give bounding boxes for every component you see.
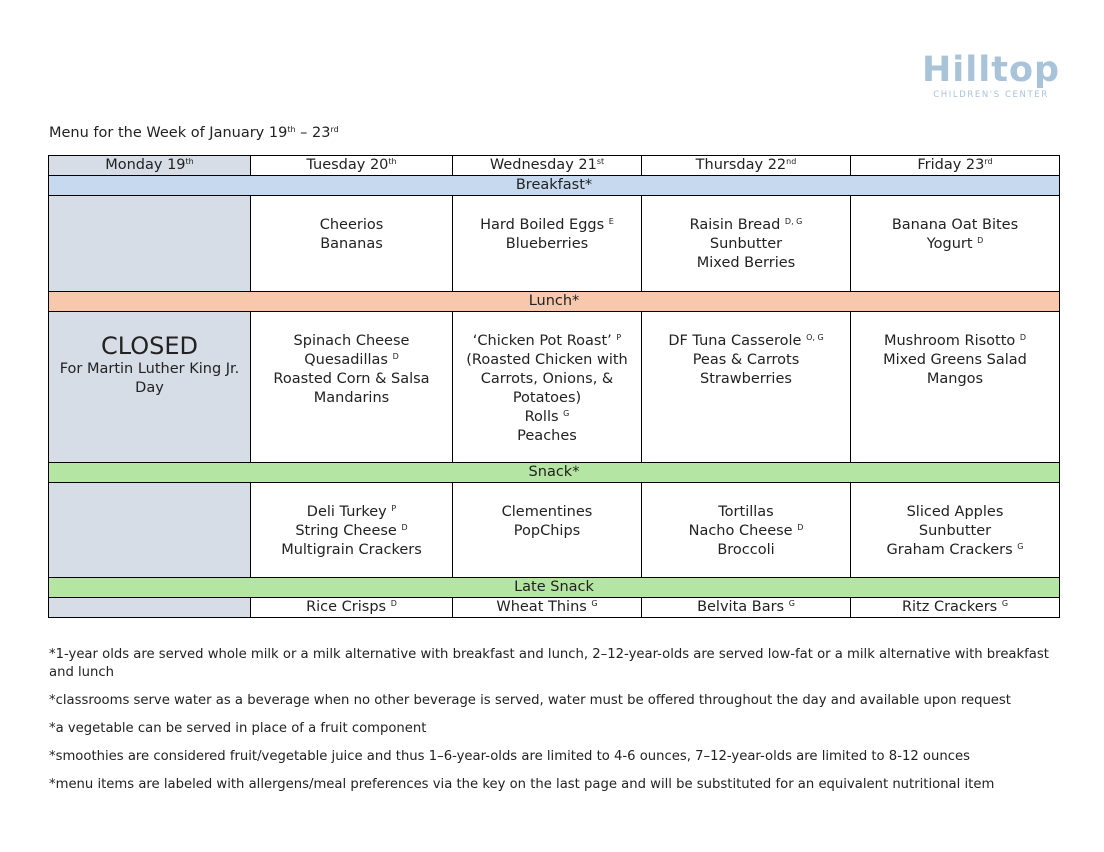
lunch-friday <box>851 312 1060 463</box>
menu-item: Broccoli <box>717 542 775 558</box>
late-snack-thursday: Belvita Bars $^G$ <box>642 598 851 618</box>
footnote: *a vegetable can be served in place of a fruit component <box>49 721 427 736</box>
breakfast-monday <box>49 196 251 292</box>
allergen-code: D <box>977 236 984 245</box>
menu-item: Peas & Carrots <box>692 352 800 368</box>
allergen-code: G <box>1017 542 1024 551</box>
lunch-tuesday <box>251 312 453 463</box>
day-header-monday: Monday 19th <box>49 156 251 176</box>
menu-item: Raisin Bread $^{D, G}$ <box>689 217 803 233</box>
allergen-code: D <box>392 352 399 361</box>
section-late-snack <box>49 578 1060 598</box>
section-label-lunch: Lunch* <box>49 292 1060 312</box>
page-title: Menu for the Week of January 19th – 23rd <box>49 125 339 141</box>
allergen-code: D <box>797 523 804 532</box>
allergen-code: G <box>563 409 570 418</box>
allergen-code: D <box>401 523 408 532</box>
footnote: *1-year olds are served whole milk or a milk alternative with breakfast and lunch, 2–12-year-olds are served low-fat or a milk alternative with breakfast and lunch <box>49 647 1049 680</box>
menu-item: Mixed Greens Salad <box>883 352 1027 368</box>
menu-item-list <box>453 483 641 541</box>
day-header-tuesday: Tuesday 20th <box>251 156 453 176</box>
menu-item: ‘Chicken Pot Roast’ $^P$ <box>472 333 622 349</box>
menu-item: Mandarins <box>313 390 390 406</box>
section-label-late-snack: Late Snack <box>49 578 1060 598</box>
snack-thursday <box>642 483 851 578</box>
menu-table <box>48 155 1060 618</box>
menu-item: String Cheese $^D$ <box>295 523 408 539</box>
allergen-code: P <box>616 333 622 342</box>
menu-item: Nacho Cheese $^D$ <box>688 523 804 539</box>
menu-item-list <box>642 483 850 560</box>
menu-item: Potatoes) <box>512 390 582 406</box>
logo-subtitle: CHILDREN'S CENTER <box>933 90 1049 100</box>
menu-item: Clementines <box>501 504 593 520</box>
menu-item: Mixed Berries <box>696 255 796 271</box>
section-breakfast <box>49 176 1060 196</box>
footnote: *menu items are labeled with allergens/meal preferences via the key on the last page and will be substituted for an equivalent nutritional item <box>49 777 995 792</box>
section-lunch <box>49 292 1060 312</box>
snack-wednesday <box>453 483 642 578</box>
logo-name: Hilltop <box>921 50 1061 90</box>
snack-friday <box>851 483 1060 578</box>
menu-item: Hard Boiled Eggs $^E$ <box>480 217 614 233</box>
menu-item-list <box>851 483 1059 560</box>
allergen-code: O, G <box>806 333 824 342</box>
day-header-row <box>49 156 1060 176</box>
footnote: *classrooms serve water as a beverage when no other beverage is served, water must be offered throughout the day and available upon request <box>49 693 1011 708</box>
menu-item-list <box>851 196 1059 254</box>
menu-item: Cheerios <box>319 217 384 233</box>
menu-item: Sunbutter <box>709 236 783 252</box>
menu-item: Sunbutter <box>918 523 992 539</box>
menu-item: Bananas <box>320 236 383 252</box>
menu-item: Banana Oat Bites <box>891 217 1019 233</box>
closed-reason: For Martin Luther King Jr. Day <box>59 361 240 396</box>
menu-item-list <box>251 196 452 254</box>
menu-item: Sliced Apples <box>906 504 1004 520</box>
menu-item: Roasted Corn & Salsa <box>273 371 430 387</box>
allergen-code: P <box>391 504 397 513</box>
lunch-thursday <box>642 312 851 463</box>
menu-item-list <box>642 196 850 273</box>
late-snack-monday <box>49 598 251 618</box>
snack-tuesday <box>251 483 453 578</box>
lunch-wednesday <box>453 312 642 463</box>
menu-item: Peaches <box>517 428 577 444</box>
breakfast-wednesday <box>453 196 642 292</box>
menu-item: Mangos <box>926 371 984 387</box>
allergen-code: D <box>1019 333 1027 342</box>
day-header-friday: Friday 23rd <box>851 156 1060 176</box>
section-label-snack: Snack* <box>49 463 1060 483</box>
menu-item-list <box>251 312 452 408</box>
menu-item: PopChips <box>513 523 581 539</box>
menu-item: Yogurt $^D$ <box>926 236 984 252</box>
breakfast-row <box>49 196 1060 292</box>
breakfast-thursday <box>642 196 851 292</box>
footnote: *smoothies are considered fruit/vegetable juice and thus 1–6-year-olds are limited to 4-6 ounces, 7–12-year-olds are limited to 8-12 ounces <box>49 749 970 764</box>
lunch-row <box>49 312 1060 463</box>
late-snack-row <box>49 598 1060 618</box>
menu-item: Multigrain Crackers <box>281 542 422 558</box>
snack-row <box>49 483 1060 578</box>
late-snack-tuesday: Rice Crisps $^D$ <box>251 598 453 618</box>
breakfast-tuesday <box>251 196 453 292</box>
late-snack-friday: Ritz Crackers $^G$ <box>851 598 1060 618</box>
section-snack <box>49 463 1060 483</box>
menu-item-list <box>453 196 641 254</box>
day-header-thursday: Thursday 22nd <box>642 156 851 176</box>
menu-item: (Roasted Chicken with <box>466 352 628 368</box>
hilltop-logo <box>918 50 1064 100</box>
menu-item: Strawberries <box>700 371 792 387</box>
breakfast-friday <box>851 196 1060 292</box>
menu-item-list <box>851 312 1059 389</box>
menu-item-list <box>251 483 452 560</box>
allergen-code: D, G <box>784 217 803 226</box>
menu-item: Carrots, Onions, & <box>480 371 614 387</box>
section-label-breakfast: Breakfast* <box>49 176 1060 196</box>
late-snack-wednesday: Wheat Thins $^G$ <box>453 598 642 618</box>
allergen-code: E <box>608 217 614 226</box>
menu-item: Blueberries <box>505 236 589 252</box>
menu-item: Graham Crackers $^G$ <box>886 542 1024 558</box>
menu-item: Deli Turkey $^P$ <box>306 504 397 520</box>
menu-item: Spinach Cheese <box>293 333 410 349</box>
menu-item: Tortillas <box>718 504 774 520</box>
snack-monday <box>49 483 251 578</box>
footnotes <box>49 646 1064 804</box>
menu-item: DF Tuna Casserole $^{O, G}$ <box>668 333 824 349</box>
menu-item-list <box>642 312 850 389</box>
closed-label: CLOSED <box>100 332 199 360</box>
lunch-monday-closed <box>49 312 251 463</box>
menu-item: Quesadillas $^D$ <box>304 352 399 368</box>
day-header-wednesday: Wednesday 21st <box>453 156 642 176</box>
menu-item-list <box>453 312 641 446</box>
menu-item: Mushroom Risotto $^D$ <box>883 333 1027 349</box>
menu-item: Rolls $^G$ <box>524 409 570 425</box>
